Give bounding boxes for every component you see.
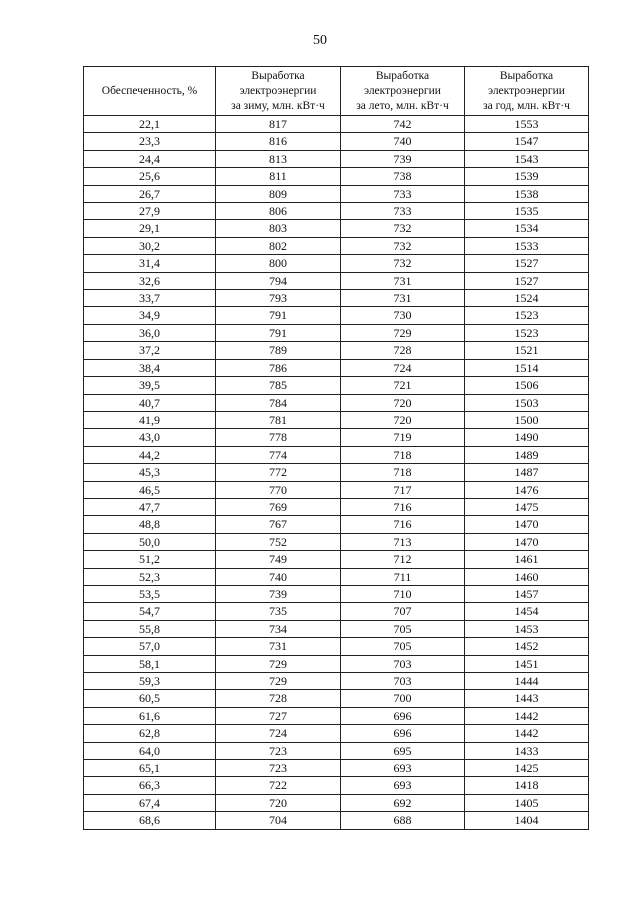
cell-winter: 802 [216, 237, 341, 254]
cell-annual: 1443 [465, 690, 589, 707]
cell-annual: 1523 [465, 324, 589, 341]
cell-provision: 62,8 [84, 725, 216, 742]
cell-summer: 713 [341, 533, 465, 550]
cell-winter: 813 [216, 150, 341, 167]
cell-annual: 1539 [465, 168, 589, 185]
cell-summer: 707 [341, 603, 465, 620]
cell-annual: 1418 [465, 777, 589, 794]
table-row [84, 777, 589, 794]
table-row [84, 620, 589, 637]
cell-winter: 739 [216, 585, 341, 602]
table-row [84, 220, 589, 237]
cell-annual: 1533 [465, 237, 589, 254]
cell-summer: 731 [341, 290, 465, 307]
header-annual-line-2: электроэнергии [488, 84, 565, 97]
cell-summer: 732 [341, 220, 465, 237]
cell-provision: 47,7 [84, 498, 216, 515]
cell-provision: 40,7 [84, 394, 216, 411]
cell-provision: 38,4 [84, 359, 216, 376]
table-body [84, 116, 589, 830]
cell-provision: 32,6 [84, 272, 216, 289]
cell-provision: 58,1 [84, 655, 216, 672]
cell-provision: 55,8 [84, 620, 216, 637]
cell-winter: 724 [216, 725, 341, 742]
cell-winter: 704 [216, 812, 341, 829]
table-row [84, 516, 589, 533]
cell-provision: 64,0 [84, 742, 216, 759]
cell-summer: 696 [341, 707, 465, 724]
cell-summer: 716 [341, 516, 465, 533]
cell-summer: 718 [341, 446, 465, 463]
cell-winter: 793 [216, 290, 341, 307]
cell-annual: 1425 [465, 760, 589, 777]
cell-summer: 693 [341, 760, 465, 777]
cell-summer: 688 [341, 812, 465, 829]
cell-annual: 1442 [465, 725, 589, 742]
cell-annual: 1444 [465, 673, 589, 690]
cell-winter: 729 [216, 655, 341, 672]
header-summer-line-3: за лето, млн. кВт·ч [356, 99, 449, 112]
cell-provision: 24,4 [84, 150, 216, 167]
cell-summer: 705 [341, 620, 465, 637]
cell-summer: 740 [341, 133, 465, 150]
cell-provision: 29,1 [84, 220, 216, 237]
cell-annual: 1454 [465, 603, 589, 620]
cell-winter: 800 [216, 255, 341, 272]
cell-winter: 752 [216, 533, 341, 550]
cell-winter: 816 [216, 133, 341, 150]
cell-winter: 789 [216, 342, 341, 359]
cell-winter: 722 [216, 777, 341, 794]
cell-summer: 716 [341, 498, 465, 515]
cell-annual: 1527 [465, 255, 589, 272]
cell-annual: 1521 [465, 342, 589, 359]
cell-annual: 1453 [465, 620, 589, 637]
cell-annual: 1404 [465, 812, 589, 829]
table-row [84, 185, 589, 202]
cell-provision: 66,3 [84, 777, 216, 794]
cell-winter: 781 [216, 411, 341, 428]
cell-summer: 733 [341, 203, 465, 220]
table-row [84, 168, 589, 185]
header-annual-line-3: за год, млн. кВт·ч [483, 99, 570, 112]
cell-annual: 1489 [465, 446, 589, 463]
cell-provision: 30,2 [84, 237, 216, 254]
cell-annual: 1527 [465, 272, 589, 289]
cell-provision: 61,6 [84, 707, 216, 724]
cell-provision: 57,0 [84, 638, 216, 655]
cell-provision: 52,3 [84, 568, 216, 585]
table-row [84, 394, 589, 411]
cell-provision: 54,7 [84, 603, 216, 620]
cell-annual: 1547 [465, 133, 589, 150]
cell-summer: 711 [341, 568, 465, 585]
cell-summer: 695 [341, 742, 465, 759]
cell-summer: 717 [341, 481, 465, 498]
table-row [84, 498, 589, 515]
header-summer-line-1: Выработка [375, 69, 430, 82]
table-row [84, 812, 589, 829]
table-row [84, 551, 589, 568]
cell-summer: 712 [341, 551, 465, 568]
cell-annual: 1475 [465, 498, 589, 515]
header-annual-output [465, 67, 589, 116]
cell-provision: 67,4 [84, 794, 216, 811]
cell-summer: 729 [341, 324, 465, 341]
cell-winter: 729 [216, 673, 341, 690]
cell-provision: 31,4 [84, 255, 216, 272]
table-row [84, 742, 589, 759]
cell-provision: 34,9 [84, 307, 216, 324]
header-winter-line-2: электроэнергии [239, 84, 317, 97]
cell-annual: 1487 [465, 464, 589, 481]
cell-provision: 45,3 [84, 464, 216, 481]
cell-winter: 817 [216, 116, 341, 133]
header-winter-output [216, 67, 341, 116]
cell-annual: 1534 [465, 220, 589, 237]
table-row [84, 690, 589, 707]
table-row [84, 150, 589, 167]
cell-provision: 46,5 [84, 481, 216, 498]
cell-summer: 738 [341, 168, 465, 185]
table-row [84, 638, 589, 655]
cell-winter: 770 [216, 481, 341, 498]
cell-winter: 772 [216, 464, 341, 481]
cell-winter: 791 [216, 324, 341, 341]
cell-winter: 786 [216, 359, 341, 376]
table-row [84, 429, 589, 446]
cell-provision: 50,0 [84, 533, 216, 550]
table-row [84, 411, 589, 428]
header-summer-line-2: электроэнергии [364, 84, 441, 97]
cell-provision: 60,5 [84, 690, 216, 707]
table-row [84, 237, 589, 254]
cell-summer: 742 [341, 116, 465, 133]
cell-annual: 1457 [465, 585, 589, 602]
cell-summer: 731 [341, 272, 465, 289]
cell-summer: 710 [341, 585, 465, 602]
cell-winter: 728 [216, 690, 341, 707]
table-row [84, 760, 589, 777]
cell-winter: 794 [216, 272, 341, 289]
table-row [84, 203, 589, 220]
cell-summer: 719 [341, 429, 465, 446]
cell-winter: 784 [216, 394, 341, 411]
cell-winter: 720 [216, 794, 341, 811]
cell-summer: 732 [341, 237, 465, 254]
table-row [84, 794, 589, 811]
table-row [84, 603, 589, 620]
cell-summer: 720 [341, 394, 465, 411]
table-row [84, 272, 589, 289]
cell-annual: 1476 [465, 481, 589, 498]
table-row [84, 673, 589, 690]
table-row [84, 324, 589, 341]
cell-summer: 696 [341, 725, 465, 742]
table-row [84, 446, 589, 463]
cell-summer: 739 [341, 150, 465, 167]
cell-provision: 53,5 [84, 585, 216, 602]
cell-winter: 811 [216, 168, 341, 185]
cell-summer: 693 [341, 777, 465, 794]
header-annual-line-1: Выработка [499, 69, 554, 82]
cell-winter: 785 [216, 377, 341, 394]
page-number: 50 [313, 33, 327, 48]
cell-annual: 1442 [465, 707, 589, 724]
table-header [84, 67, 589, 116]
cell-summer: 730 [341, 307, 465, 324]
cell-winter: 735 [216, 603, 341, 620]
cell-winter: 803 [216, 220, 341, 237]
cell-winter: 734 [216, 620, 341, 637]
cell-winter: 769 [216, 498, 341, 515]
header-provision [84, 67, 216, 116]
cell-annual: 1433 [465, 742, 589, 759]
cell-summer: 703 [341, 673, 465, 690]
cell-annual: 1523 [465, 307, 589, 324]
cell-provision: 33,7 [84, 290, 216, 307]
cell-annual: 1553 [465, 116, 589, 133]
cell-provision: 44,2 [84, 446, 216, 463]
header-summer-output [341, 67, 465, 116]
table-row [84, 307, 589, 324]
energy-output-table [83, 66, 589, 830]
cell-winter: 809 [216, 185, 341, 202]
cell-annual: 1451 [465, 655, 589, 672]
cell-annual: 1503 [465, 394, 589, 411]
header-winter-line-3: за зиму, млн. кВт·ч [231, 99, 325, 112]
table-row [84, 133, 589, 150]
table-row [84, 481, 589, 498]
header-winter-line-1: Выработка [251, 69, 305, 82]
table-row [84, 377, 589, 394]
cell-provision: 27,9 [84, 203, 216, 220]
cell-annual: 1506 [465, 377, 589, 394]
cell-provision: 48,8 [84, 516, 216, 533]
cell-annual: 1524 [465, 290, 589, 307]
cell-annual: 1461 [465, 551, 589, 568]
cell-provision: 65,1 [84, 760, 216, 777]
cell-annual: 1470 [465, 533, 589, 550]
cell-winter: 740 [216, 568, 341, 585]
cell-summer: 692 [341, 794, 465, 811]
cell-provision: 68,6 [84, 812, 216, 829]
cell-winter: 731 [216, 638, 341, 655]
table-row [84, 725, 589, 742]
cell-summer: 728 [341, 342, 465, 359]
table-row [84, 585, 589, 602]
cell-annual: 1452 [465, 638, 589, 655]
cell-winter: 727 [216, 707, 341, 724]
cell-annual: 1535 [465, 203, 589, 220]
cell-annual: 1460 [465, 568, 589, 585]
cell-provision: 36,0 [84, 324, 216, 341]
cell-provision: 39,5 [84, 377, 216, 394]
table-row [84, 533, 589, 550]
cell-summer: 733 [341, 185, 465, 202]
cell-summer: 700 [341, 690, 465, 707]
cell-winter: 767 [216, 516, 341, 533]
cell-provision: 51,2 [84, 551, 216, 568]
table-row [84, 464, 589, 481]
cell-annual: 1538 [465, 185, 589, 202]
cell-summer: 703 [341, 655, 465, 672]
cell-annual: 1500 [465, 411, 589, 428]
cell-winter: 723 [216, 760, 341, 777]
cell-annual: 1470 [465, 516, 589, 533]
cell-provision: 26,7 [84, 185, 216, 202]
cell-annual: 1405 [465, 794, 589, 811]
cell-winter: 791 [216, 307, 341, 324]
cell-provision: 41,9 [84, 411, 216, 428]
cell-annual: 1543 [465, 150, 589, 167]
cell-summer: 724 [341, 359, 465, 376]
cell-annual: 1490 [465, 429, 589, 446]
cell-provision: 59,3 [84, 673, 216, 690]
cell-provision: 23,3 [84, 133, 216, 150]
table-row [84, 707, 589, 724]
cell-summer: 732 [341, 255, 465, 272]
cell-winter: 749 [216, 551, 341, 568]
cell-provision: 43,0 [84, 429, 216, 446]
table-row [84, 359, 589, 376]
cell-summer: 718 [341, 464, 465, 481]
table-row [84, 290, 589, 307]
table-row [84, 568, 589, 585]
table-row [84, 342, 589, 359]
cell-winter: 806 [216, 203, 341, 220]
cell-summer: 721 [341, 377, 465, 394]
cell-provision: 22,1 [84, 116, 216, 133]
cell-summer: 705 [341, 638, 465, 655]
table-row [84, 255, 589, 272]
header-provision-label: Обеспеченность, % [101, 84, 198, 97]
table-row [84, 116, 589, 133]
cell-summer: 720 [341, 411, 465, 428]
header-row [84, 67, 589, 116]
table-row [84, 655, 589, 672]
cell-winter: 778 [216, 429, 341, 446]
cell-winter: 723 [216, 742, 341, 759]
cell-provision: 25,6 [84, 168, 216, 185]
cell-annual: 1514 [465, 359, 589, 376]
cell-winter: 774 [216, 446, 341, 463]
cell-provision: 37,2 [84, 342, 216, 359]
